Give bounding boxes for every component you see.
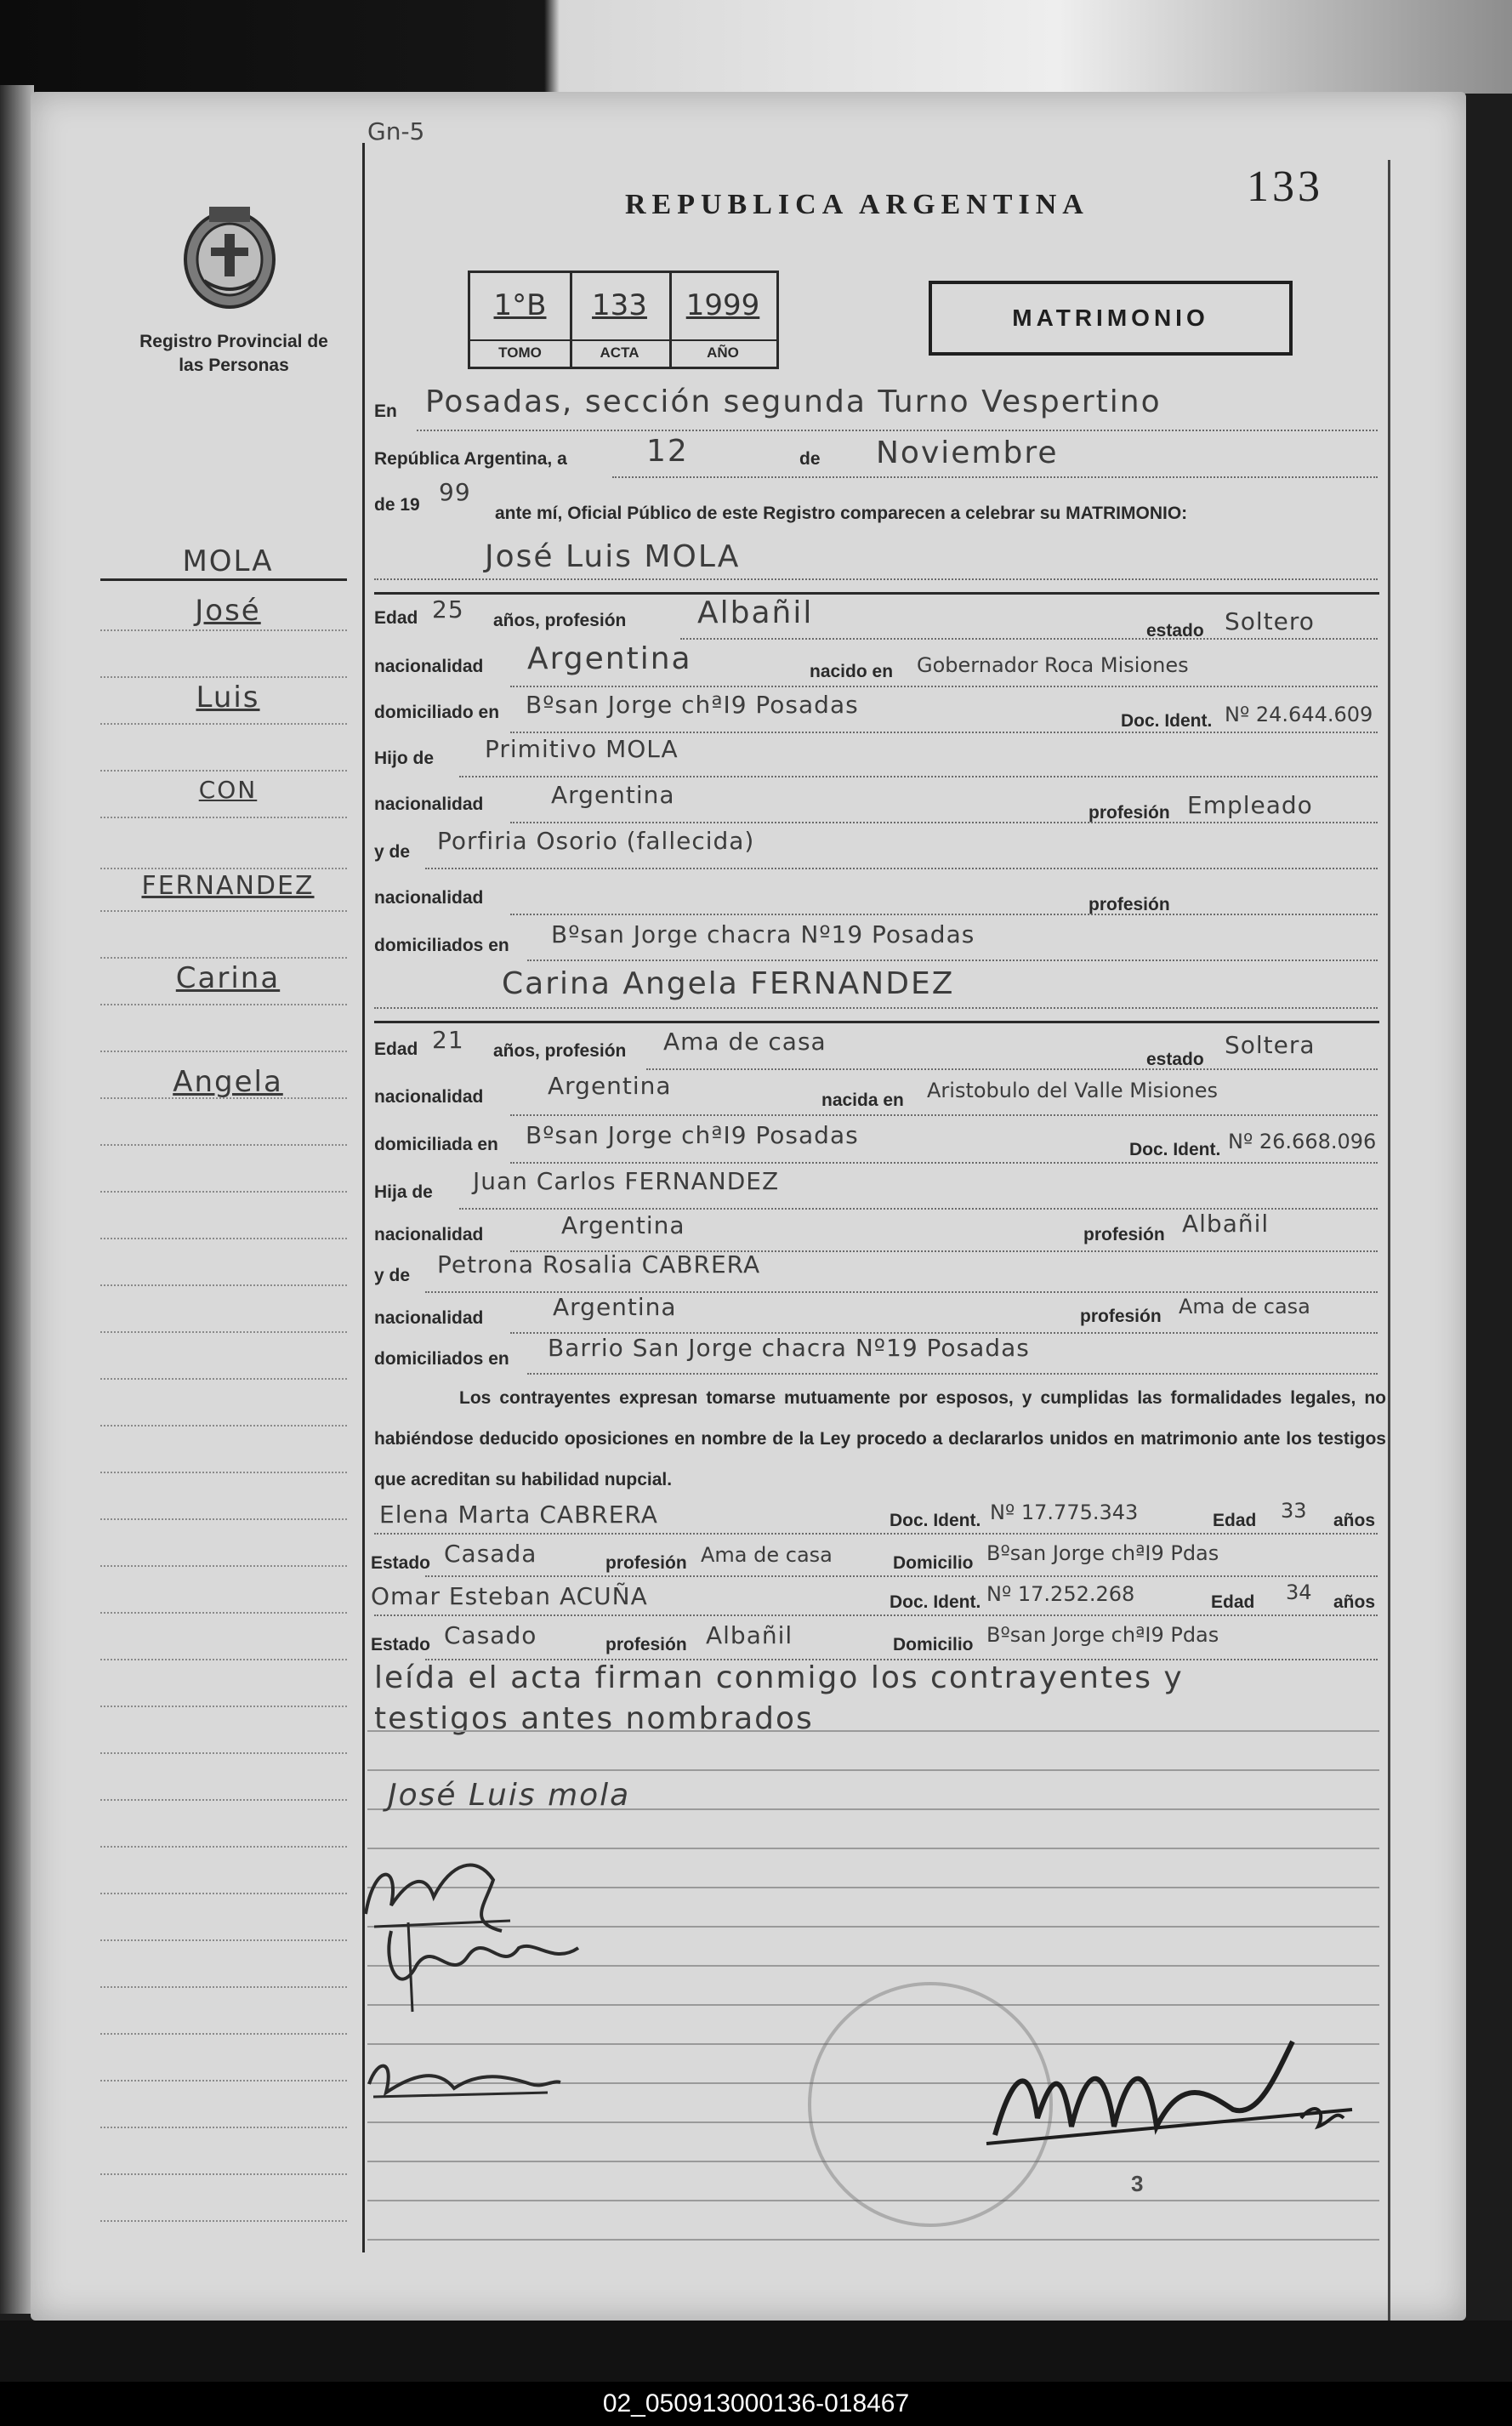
groom-mother: Porfiria Osorio (fallecida) (437, 827, 755, 855)
bride-address: Bºsan Jorge chªI9 Posadas (526, 1121, 859, 1149)
bride-father-nationality: Argentina (561, 1211, 685, 1239)
margin-given-name-2: Luis (196, 681, 260, 715)
groom-name: José Luis MOLA (485, 539, 741, 574)
groom-father-profession: Empleado (1187, 791, 1313, 819)
groom-signature: José Luis mola (388, 1778, 631, 1813)
book-spine-edge (0, 85, 34, 2314)
bride-parents-address: Barrio San Jorge chacra Nº19 Posadas (548, 1334, 1030, 1362)
stamp-number: 3 (1131, 2171, 1146, 2196)
bride-profession: Ama de casa (663, 1028, 827, 1056)
groom-age: 25 (432, 595, 464, 624)
margin-surname: MOLA (182, 544, 274, 578)
witness-2-age: 34 (1286, 1580, 1312, 1604)
record-type: MATRIMONIO (929, 281, 1293, 356)
closing-line-1: leída el acta firman conmigo los contrayentes y (374, 1660, 1184, 1695)
witness-2-status: Casado (444, 1621, 537, 1649)
groom-birthplace: Gobernador Roca Misiones (917, 653, 1189, 677)
bride-birthplace: Aristobulo del Valle Misiones (927, 1079, 1218, 1102)
provincial-seal-icon (179, 200, 281, 310)
country-title: REPUBLICA ARGENTINA (625, 189, 1089, 220)
marriage-month: Noviembre (876, 436, 1059, 470)
groom-document: Nº 24.644.609 (1225, 703, 1373, 726)
bride-mother-nationality: Argentina (553, 1293, 677, 1321)
bride-mother: Petrona Rosalia CABRERA (437, 1250, 761, 1278)
witness-1-profession: Ama de casa (701, 1543, 833, 1567)
scan-background-top (0, 0, 1512, 94)
bride-marital-status: Soltera (1225, 1031, 1316, 1059)
bride-mother-profession: Ama de casa (1179, 1295, 1310, 1318)
margin-given-name-1: José (195, 594, 261, 628)
bride-father: Juan Carlos FERNANDEZ (473, 1167, 780, 1195)
groom-father: Primitivo MOLA (485, 735, 679, 763)
right-border-line (1388, 160, 1390, 2338)
witness-2-document: Nº 17.252.268 (986, 1582, 1135, 1606)
scan-caption: 02_050913000136-018467 (0, 2382, 1512, 2426)
registrar-signature-icon (978, 2025, 1369, 2161)
registry-acta: 133 ACTA (570, 273, 672, 367)
page-annotation: Gn-5 (367, 117, 425, 145)
groom-address: Bºsan Jorge chªI9 Posadas (526, 691, 859, 719)
witness-2-signature-icon (361, 2050, 565, 2110)
bride-name: Carina Angela FERNANDEZ (502, 966, 955, 1001)
witness-1-signature-icon (374, 1914, 595, 2016)
margin-bride-name-2: Angela (173, 1065, 283, 1099)
groom-father-nationality: Argentina (551, 781, 675, 809)
witness-1-name: Elena Marta CABRERA (379, 1501, 658, 1529)
margin-names (100, 544, 355, 2280)
margin-con: CON (198, 776, 258, 804)
bride-document: Nº 26.668.096 (1228, 1130, 1377, 1153)
page-number: 133 (1247, 162, 1323, 211)
bride-father-profession: Albañil (1182, 1210, 1270, 1238)
witness-1-status: Casada (444, 1540, 537, 1568)
witness-2-profession: Albañil (706, 1621, 793, 1649)
witness-1-age: 33 (1281, 1499, 1307, 1523)
groom-parents-address: Bºsan Jorge chacra Nº19 Posadas (551, 920, 975, 948)
witness-2-name: Omar Esteban ACUÑA (371, 1582, 648, 1610)
bride-age: 21 (432, 1026, 464, 1054)
witness-1-address: Bºsan Jorge chªI9 Pdas (986, 1541, 1219, 1565)
groom-marital-status: Soltero (1225, 607, 1315, 635)
witness-2-address: Bºsan Jorge chªI9 Pdas (986, 1623, 1219, 1647)
legal-declaration: Los contrayentes expresan tomarse mutuamente por esposos, y cumplidas las formalidades legales, no habiéndose deducido oposiciones en nombre de la Ley procedo a declararlos unidos en matrimonio ante los testigos que acreditan su habilidad nupcial. (374, 1388, 1386, 1489)
registry-tomo: 1°B TOMO (470, 273, 572, 367)
marriage-place: Posadas, sección segunda Turno Vespertino (425, 384, 1162, 419)
registry-box (468, 271, 779, 369)
registry-ano: 1999 AÑO (669, 273, 776, 367)
margin-bride-name-1: Carina (175, 961, 281, 995)
closing-line-2: testigos antes nombrados (374, 1701, 814, 1736)
groom-nationality: Argentina (527, 641, 692, 676)
margin-bride-surname: FERNANDEZ (141, 871, 315, 901)
groom-profession: Albañil (697, 595, 814, 630)
witness-1-document: Nº 17.775.343 (990, 1501, 1139, 1524)
marriage-day: 12 (646, 434, 689, 469)
bride-nationality: Argentina (548, 1072, 672, 1100)
agency-name: Registro Provincial de las Personas (139, 332, 328, 375)
marriage-year: 99 (439, 478, 471, 506)
